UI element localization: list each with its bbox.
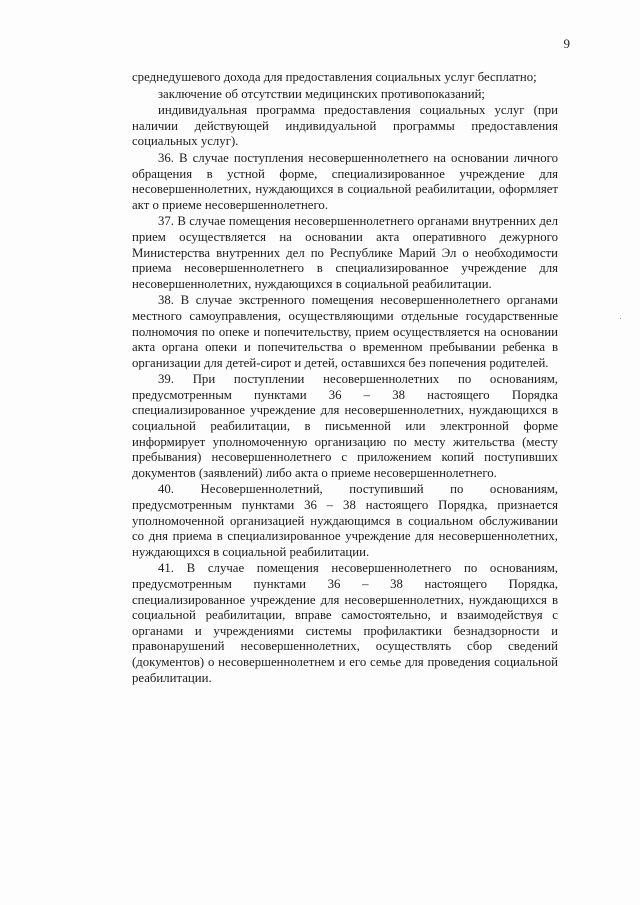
paragraph-40: 40. Несовершеннолетний, поступивший по основаниям, предусмотренным пунктами 36 – 38 настоящего Порядка, признается уполномоченной организацией нуждающимся в социальном обслуживании со дня приема в специализированное учреждение для несовершеннолетних, нуждающихся в социальной реабилитации. <box>132 482 558 559</box>
paragraph-38: 38. В случае экстренного помещения несовершеннолетнего органами местного самоуправления, осуществляющими отдельные государственные полномочия по опеке и попечительству, прием осуществляется на основании акта органа опеки и попечительства о временном пребывании ребенка в организации для детей-сирот и детей, оставшихся без попечения родителей. <box>132 293 558 370</box>
paragraph-39: 39. При поступлении несовершеннолетних по основаниям, предусмотренным пунктами 36 – 38 настоящего Порядка специализированное учреждение для несовершеннолетних, нуждающихся в социальной реабилитации, в письменной или электронной форме информирует уполномоченную организацию по месту жительства (месту пребывания) несовершеннолетнего с приложением копий поступивших документов (заявлений) либо акта о приеме несовершеннолетнего. <box>132 372 558 480</box>
scan-speck <box>620 318 621 319</box>
paragraph-continuation: среднедушевого дохода для предоставления социальных услуг бесплатно; <box>132 70 537 84</box>
paragraph-36: 36. В случае поступления несовершеннолетнего на основании личного обращения в устной форме, специализированное учреждение для несовершеннолетних, нуждающихся в социальной реабилитации, оформляет акт о приеме несовершеннолетнего. <box>132 150 558 212</box>
paragraph-medical-conclusion: заключение об отсутствии медицинских противопоказаний; <box>158 86 485 101</box>
page-number: 9 <box>563 36 570 51</box>
paragraph-37: 37. В случае помещения несовершеннолетнего органами внутренних дел прием осуществляется на основании акта оперативного дежурного Министерства внутренних дел по Республике Марий Эл о необходимости приема несовершеннолетнего в специализированное учреждение для несовершеннолетних, нуждающихся в социальной реабилитации. <box>132 214 558 291</box>
document-body <box>132 70 558 687</box>
paragraph-41: 41. В случае помещения несовершеннолетнего по основаниям, предусмотренным пунктами 36 – 38 настоящего Порядка, специализированное учреждение для несовершеннолетних, нуждающихся в социальной реабилитации, вправе самостоятельно, и взаимодействуя с органами и учреждениями системы профилактики безнадзорности и правонарушений несовершеннолетних, осуществлять сбор сведений (документов) о несовершеннолетнем и его семье для проведения социальной реабилитации. <box>132 561 558 685</box>
paragraph-individual-program: индивидуальная программа предоставления социальных услуг (при наличии действующей индивидуальной программы предоставления социальных услуг). <box>132 103 558 149</box>
